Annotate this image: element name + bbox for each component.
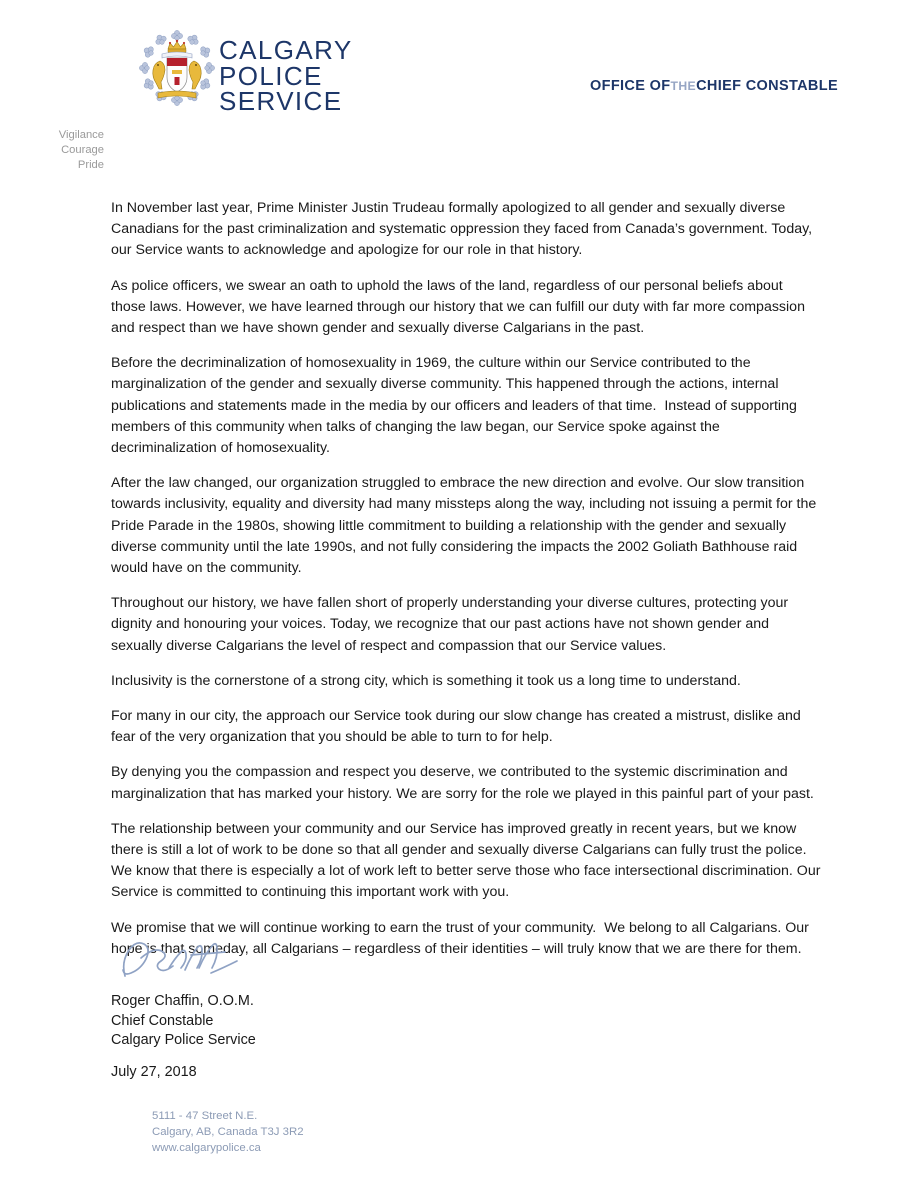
office-heading-part-office-of: OFFICE OF: [590, 78, 671, 94]
letterhead: [0, 0, 920, 130]
calgary-police-coat-of-arms-icon: [138, 27, 216, 109]
letter-paragraph: We promise that we will continue working to earn the trust of your community. We belong to all Calgarians. Our hope is that someday, all Calgarians – regardless of their identities – will truly know that we are there for them.: [111, 919, 813, 957]
signoff-lines: [111, 992, 511, 1051]
wordmark-line-calgary: CALGARY: [219, 35, 353, 65]
signature-block: [111, 928, 511, 1051]
motto-line-vigilance: Vigilance: [58, 129, 104, 141]
motto-line-pride: Pride: [77, 159, 104, 172]
office-of-chief-constable-heading: [590, 78, 838, 94]
letter-paragraph: By denying you the compassion and respect you deserve, we contributed to the systemic discrimination and marginalization that has marked your history. We are sorry for the role we played in this painful part of your past.: [111, 764, 814, 802]
signer-title: Chief Constable: [111, 1012, 214, 1029]
signer-organization: Calgary Police Service: [111, 1032, 256, 1048]
handwritten-signature-icon: [111, 928, 251, 986]
letter-date: July 27, 2018: [111, 1064, 197, 1080]
footer-website[interactable]: www.calgarypolice.ca: [152, 1142, 261, 1155]
wordmark-line-service: SERVICE: [219, 86, 343, 116]
letter-body: [111, 198, 825, 974]
footer-address-line-1: 5111 - 47 Street N.E.: [152, 1110, 258, 1122]
letter-paragraph: For many in our city, the approach our Service took during our slow change has created a mistrust, dislike and fear of the very organization that you should be able to turn to for help.: [111, 708, 805, 746]
letter-paragraph: Before the decriminalization of homosexuality in 1969, the culture within our Service contributed to the marginalization of the gender and sexually diverse community. This happened through the actions, internal publications and statements made in the media by our officers and leaders of that time. Instead of supporting members of this community when talks of changing the law began, our Service spoke against the decriminalization of homosexuality.: [111, 355, 801, 457]
letter-paragraph: Throughout our history, we have fallen short of properly understanding your diverse cultures, protecting your dignity and honouring your voices. Today, we recognize that our past actions have not shown gender and sexually diverse Calgarians the level of respect and compassion that our Service values.: [111, 595, 793, 654]
letter-paragraph: Inclusivity is the cornerstone of a strong city, which is something it took us a long time to understand.: [111, 672, 741, 689]
letter-paragraph: After the law changed, our organization struggled to embrace the new direction and evolve. Our slow transition towards inclusivity, equality and diversity had many missteps along the way, including not issuing a permit for the Pride Parade in the 1980s, showing little commitment to building a relationship with the gender and sexually diverse community until the late 1990s, and not fully considering the impacts the 2002 Goliath Bathhouse raid would have on the community.: [111, 475, 821, 577]
footer-contact-block: [152, 1108, 304, 1157]
wordmark-line-police: POLICE: [219, 60, 323, 91]
office-heading-part-the: THE: [670, 79, 697, 93]
footer-address-line-2: Calgary, AB, Canada T3J 3R2: [152, 1126, 304, 1139]
calgary-police-service-wordmark: [219, 35, 353, 116]
office-heading-part-chief-constable: CHIEF CONSTABLE: [696, 78, 838, 94]
motto-block: [24, 128, 104, 174]
motto-line-courage: Courage: [61, 144, 104, 157]
letter-paragraph: The relationship between your community and our Service has improved greatly in recent years, but we know there is still a lot of work to be done so that all gender and sexually diverse Calgarians can fully trust the police. We know that there is especially a lot of work left to better serve those who face intersectional discrimination. Our Service is committed to continuing this important work with you.: [111, 820, 825, 901]
signer-name: Roger Chaffin, O.O.M.: [111, 993, 254, 1009]
letter-paragraph: As police officers, we swear an oath to uphold the laws of the land, regardless of our personal beliefs about those laws. However, we have learned through our history that we can fulfill our duty with far more compassion and respect than we have shown gender and sexually diverse Calgarians in the past.: [111, 277, 809, 337]
letter-paragraph: In November last year, Prime Minister Justin Trudeau formally apologized to all gender and sexually diverse Canadians for the past criminalization and systematic oppression they faced from Canada’s government. Today, our Service wants to acknowledge and apologize for our role in that history.: [111, 200, 817, 259]
